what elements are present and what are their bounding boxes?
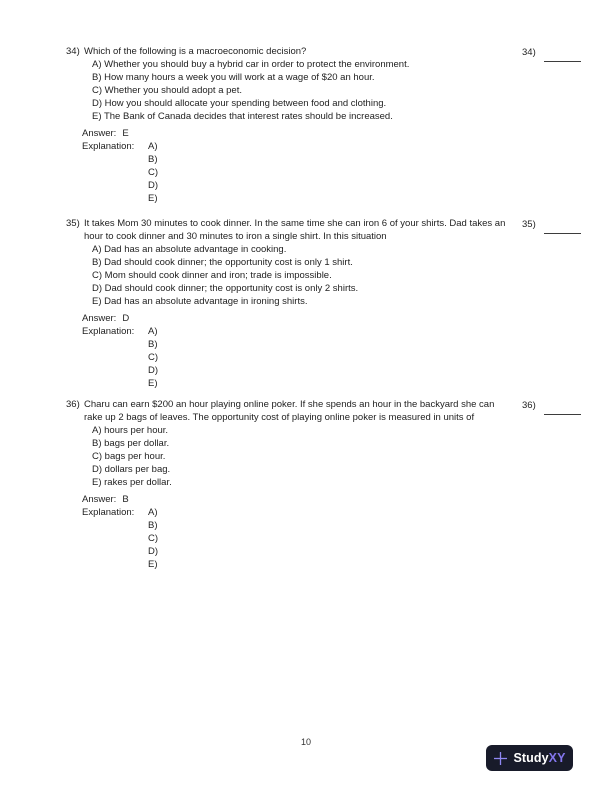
question-text-line: It takes Mom 30 minutes to cook dinner. In the same time she can iron 6 of your shirts. Dad takes an [84,218,506,229]
question-text-line: Charu can earn $200 an hour playing online poker. If she spends an hour in the backyard she can [84,399,495,410]
option: C) Mom should cook dinner and iron; trade is impossible. [92,270,332,281]
question-block [0,398,612,571]
option: B) Dad should cook dinner; the opportunity cost is only 1 shirt. [92,257,353,268]
explanation-item: A) [148,507,158,518]
question-block [0,45,612,205]
explanation-label: Explanation: [82,326,135,337]
option: D) How you should allocate your spending between food and clothing. [92,98,387,109]
question-text-line: hour to cook dinner and 30 minutes to iron a single shirt. In this situation [84,231,387,242]
explanation-item: E) [148,193,158,204]
studyxy-logo [486,745,573,771]
question-number: 34) [66,46,80,57]
option: E) The Bank of Canada decides that interest rates should be increased. [92,111,393,122]
option: A) Whether you should buy a hybrid car in order to protect the environment. [92,59,410,70]
answer-value: D [122,313,130,324]
answer-label: Answer: [82,313,117,324]
explanation-item: B) [148,154,158,165]
answer-value: B [122,494,129,505]
option: C) bags per hour. [92,451,166,462]
explanation-label: Explanation: [82,141,135,152]
explanation-item: E) [148,378,158,389]
option: D) Dad should cook dinner; the opportunity cost is only 2 shirts. [92,283,359,294]
plus-icon [493,751,508,766]
explanation-letters [148,325,612,390]
option: E) rakes per dollar. [92,477,172,488]
explanation-item: B) [148,339,158,350]
options-list [92,243,612,308]
answer-reference-number: 34) [522,47,536,58]
question-stem [0,398,612,424]
explanation-block [82,140,612,205]
explanation-block [82,506,612,571]
explanation-item: A) [148,141,158,152]
brand-name [513,752,565,765]
brand-primary: Study [513,750,549,765]
brand-accent: XY [548,750,566,765]
page-number: 10 [300,737,311,747]
answer-label: Answer: [82,494,117,505]
answer-row [82,127,612,140]
answer-reference [522,46,581,62]
answer-blank-line [544,222,581,234]
explanation-item: E) [148,559,158,570]
option: E) Dad has an absolute advantage in ironing shirts. [92,296,308,307]
option: A) hours per hour. [92,425,169,436]
explanation-item: C) [148,352,159,363]
explanation-item: C) [148,167,159,178]
explanation-item: A) [148,326,158,337]
answer-value: E [122,128,129,139]
option: B) bags per dollar. [92,438,170,449]
question-stem [0,45,612,58]
explanation-label: Explanation: [82,507,135,518]
explanation-item: D) [148,180,159,191]
explanation-letters [148,140,612,205]
answer-reference [522,399,581,415]
explanation-item: D) [148,365,159,376]
explanation-item: B) [148,520,158,531]
option: A) Dad has an absolute advantage in cooking. [92,244,287,255]
question-number: 36) [66,399,80,410]
question-text-line: Which of the following is a macroeconomic decision? [84,46,307,57]
option: B) How many hours a week you will work at a wage of $20 an hour. [92,72,375,83]
question-number: 35) [66,218,80,229]
explanation-block [82,325,612,390]
answer-row [82,493,612,506]
question-text-line: rake up 2 bags of leaves. The opportunity cost of playing online poker is measured in units of [84,412,475,423]
explanation-item: D) [148,546,159,557]
options-list [92,424,612,489]
question-block [0,217,612,390]
options-list [92,58,612,123]
question-stem [0,217,612,243]
explanation-item: C) [148,533,159,544]
answer-blank-line [544,403,581,415]
answer-blank-line [544,50,581,62]
answer-label: Answer: [82,128,117,139]
answer-row [82,312,612,325]
answer-reference-number: 36) [522,400,536,411]
explanation-letters [148,506,612,571]
answer-reference-number: 35) [522,219,536,230]
answer-reference [522,218,581,234]
option: C) Whether you should adopt a pet. [92,85,242,96]
option: D) dollars per bag. [92,464,171,475]
